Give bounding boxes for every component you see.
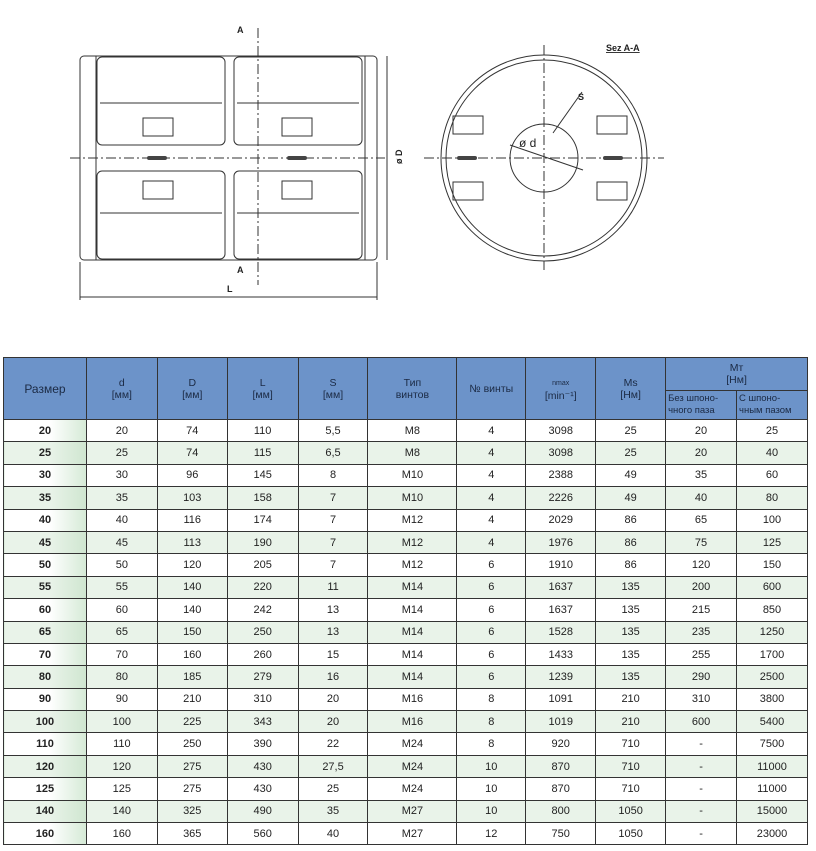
- cell-D: 275: [157, 755, 227, 777]
- cell-S: 7: [298, 509, 368, 531]
- cell-nmax: 2388: [526, 464, 596, 486]
- cell-screw-type: M8: [368, 442, 457, 464]
- cell-nmax: 1976: [526, 531, 596, 553]
- cell-size: 110: [4, 733, 87, 755]
- table-row: [4, 621, 808, 643]
- cell-Ms: 210: [596, 688, 666, 710]
- table-row: [4, 711, 808, 733]
- cell-L: 260: [227, 643, 298, 665]
- cell-screw-type: M12: [368, 554, 457, 576]
- cell-screw-type: M24: [368, 755, 457, 777]
- cell-mt-with-key: 1250: [737, 621, 808, 643]
- cell-L: 158: [227, 487, 298, 509]
- table-row: [4, 599, 808, 621]
- cell-D: 116: [157, 509, 227, 531]
- cell-Ms: 135: [596, 666, 666, 688]
- cell-screws-count: 4: [457, 509, 526, 531]
- cell-Ms: 135: [596, 599, 666, 621]
- cell-Ms: 135: [596, 621, 666, 643]
- cell-L: 390: [227, 733, 298, 755]
- cell-mt-no-key: 215: [666, 599, 737, 621]
- cell-L: 310: [227, 688, 298, 710]
- cell-d: 35: [86, 487, 157, 509]
- cell-L: 430: [227, 778, 298, 800]
- cell-nmax: 870: [526, 778, 596, 800]
- cell-S: 7: [298, 531, 368, 553]
- cell-D: 365: [157, 823, 227, 845]
- cell-screw-type: M16: [368, 711, 457, 733]
- table-row: [4, 576, 808, 598]
- cell-screw-type: M14: [368, 599, 457, 621]
- cell-screws-count: 8: [457, 711, 526, 733]
- cell-screw-type: M27: [368, 823, 457, 845]
- cell-d: 50: [86, 554, 157, 576]
- table-row: [4, 688, 808, 710]
- cell-d: 55: [86, 576, 157, 598]
- cell-mt-with-key: 3800: [737, 688, 808, 710]
- cell-screw-type: M27: [368, 800, 457, 822]
- cell-S: 35: [298, 800, 368, 822]
- table-row: [4, 800, 808, 822]
- cell-Ms: 86: [596, 531, 666, 553]
- cell-size: 140: [4, 800, 87, 822]
- cell-d: 20: [86, 420, 157, 442]
- cell-nmax: 3098: [526, 420, 596, 442]
- cell-L: 115: [227, 442, 298, 464]
- cell-D: 103: [157, 487, 227, 509]
- dim-L-label: L: [227, 284, 233, 294]
- cell-D: 160: [157, 643, 227, 665]
- cell-screws-count: 6: [457, 599, 526, 621]
- cell-D: 275: [157, 778, 227, 800]
- header-L: L [мм]: [227, 358, 298, 420]
- cell-screw-type: M14: [368, 666, 457, 688]
- cell-S: 20: [298, 688, 368, 710]
- cell-L: 343: [227, 711, 298, 733]
- cell-S: 27,5: [298, 755, 368, 777]
- cell-screws-count: 10: [457, 800, 526, 822]
- cell-Ms: 25: [596, 442, 666, 464]
- cell-size: 20: [4, 420, 87, 442]
- header-screw-type: Тип винтов: [368, 358, 457, 420]
- cell-screws-count: 4: [457, 487, 526, 509]
- cell-mt-no-key: 40: [666, 487, 737, 509]
- header-S: S [мм]: [298, 358, 368, 420]
- cell-Ms: 135: [596, 643, 666, 665]
- cell-nmax: 750: [526, 823, 596, 845]
- cell-mt-with-key: 11000: [737, 778, 808, 800]
- cell-nmax: 1637: [526, 576, 596, 598]
- cell-mt-no-key: -: [666, 823, 737, 845]
- cell-size: 90: [4, 688, 87, 710]
- cell-S: 8: [298, 464, 368, 486]
- cell-mt-no-key: 20: [666, 420, 737, 442]
- cell-d: 25: [86, 442, 157, 464]
- cell-d: 110: [86, 733, 157, 755]
- cell-L: 205: [227, 554, 298, 576]
- cell-d: 70: [86, 643, 157, 665]
- header-screws-count: № винты: [457, 358, 526, 420]
- cell-mt-with-key: 23000: [737, 823, 808, 845]
- cell-Ms: 710: [596, 778, 666, 800]
- cell-S: 7: [298, 487, 368, 509]
- cell-mt-no-key: 65: [666, 509, 737, 531]
- cell-screw-type: M14: [368, 576, 457, 598]
- cell-D: 185: [157, 666, 227, 688]
- cell-L: 560: [227, 823, 298, 845]
- cell-screw-type: M24: [368, 778, 457, 800]
- cell-size: 50: [4, 554, 87, 576]
- cell-S: 6,5: [298, 442, 368, 464]
- cell-mt-no-key: 290: [666, 666, 737, 688]
- cell-mt-no-key: -: [666, 733, 737, 755]
- dim-d-label: ø d: [519, 136, 537, 150]
- header-mt-no-key: Без шпоно- чного паза: [666, 391, 737, 420]
- cell-L: 430: [227, 755, 298, 777]
- cell-d: 160: [86, 823, 157, 845]
- cell-L: 110: [227, 420, 298, 442]
- cell-screws-count: 4: [457, 464, 526, 486]
- cell-screws-count: 10: [457, 755, 526, 777]
- cell-d: 125: [86, 778, 157, 800]
- cell-mt-no-key: 310: [666, 688, 737, 710]
- cell-d: 140: [86, 800, 157, 822]
- cell-nmax: 1019: [526, 711, 596, 733]
- cell-L: 174: [227, 509, 298, 531]
- cell-mt-with-key: 7500: [737, 733, 808, 755]
- cell-screw-type: M10: [368, 487, 457, 509]
- cell-screw-type: M8: [368, 420, 457, 442]
- cell-D: 150: [157, 621, 227, 643]
- cell-screws-count: 12: [457, 823, 526, 845]
- cell-d: 60: [86, 599, 157, 621]
- table-row: [4, 442, 808, 464]
- cell-nmax: 1637: [526, 599, 596, 621]
- cell-D: 225: [157, 711, 227, 733]
- cell-D: 74: [157, 420, 227, 442]
- cell-Ms: 49: [596, 487, 666, 509]
- cell-mt-no-key: -: [666, 755, 737, 777]
- cell-screw-type: M14: [368, 621, 457, 643]
- cell-L: 490: [227, 800, 298, 822]
- cell-nmax: 870: [526, 755, 596, 777]
- cell-screws-count: 8: [457, 733, 526, 755]
- section-label: Sez A-A: [606, 43, 640, 53]
- cell-S: 13: [298, 599, 368, 621]
- table-row: [4, 464, 808, 486]
- dim-S-label: S: [578, 92, 585, 102]
- cell-L: 190: [227, 531, 298, 553]
- cell-mt-no-key: 35: [666, 464, 737, 486]
- coupling-specs-table: [3, 357, 808, 845]
- table-row: [4, 643, 808, 665]
- cell-nmax: 1239: [526, 666, 596, 688]
- cell-size: 125: [4, 778, 87, 800]
- table-row: [4, 531, 808, 553]
- cell-mt-with-key: 5400: [737, 711, 808, 733]
- cell-S: 5,5: [298, 420, 368, 442]
- cell-Ms: 86: [596, 554, 666, 576]
- cell-screw-type: M10: [368, 464, 457, 486]
- cell-Ms: 710: [596, 755, 666, 777]
- cell-screw-type: M14: [368, 643, 457, 665]
- cell-mt-no-key: -: [666, 800, 737, 822]
- cell-Ms: 25: [596, 420, 666, 442]
- cell-D: 113: [157, 531, 227, 553]
- cell-screws-count: 10: [457, 778, 526, 800]
- cell-D: 74: [157, 442, 227, 464]
- cell-mt-no-key: 120: [666, 554, 737, 576]
- cell-size: 70: [4, 643, 87, 665]
- cell-mt-no-key: 255: [666, 643, 737, 665]
- cell-size: 100: [4, 711, 87, 733]
- cell-mt-with-key: 15000: [737, 800, 808, 822]
- cell-screw-type: M12: [368, 531, 457, 553]
- cell-d: 30: [86, 464, 157, 486]
- cell-S: 16: [298, 666, 368, 688]
- cell-size: 55: [4, 576, 87, 598]
- header-Ms: Ms [Нм]: [596, 358, 666, 420]
- cell-S: 22: [298, 733, 368, 755]
- cell-Ms: 210: [596, 711, 666, 733]
- cell-Ms: 86: [596, 509, 666, 531]
- cell-mt-with-key: 2500: [737, 666, 808, 688]
- cell-screw-type: M12: [368, 509, 457, 531]
- cell-Ms: 710: [596, 733, 666, 755]
- header-mt-with-key: С шпоно- чным пазом: [737, 391, 808, 420]
- cell-size: 160: [4, 823, 87, 845]
- cell-mt-no-key: 235: [666, 621, 737, 643]
- cell-nmax: 1433: [526, 643, 596, 665]
- cell-mt-with-key: 100: [737, 509, 808, 531]
- cell-d: 80: [86, 666, 157, 688]
- cell-mt-with-key: 125: [737, 531, 808, 553]
- cell-mt-no-key: 20: [666, 442, 737, 464]
- cell-Ms: 135: [596, 576, 666, 598]
- cell-size: 40: [4, 509, 87, 531]
- table-row: [4, 733, 808, 755]
- cell-D: 325: [157, 800, 227, 822]
- section-marker-top: A: [237, 25, 244, 35]
- cell-screws-count: 4: [457, 531, 526, 553]
- cell-D: 140: [157, 599, 227, 621]
- cell-L: 279: [227, 666, 298, 688]
- dim-D-label: ø D: [394, 149, 404, 164]
- cell-d: 100: [86, 711, 157, 733]
- cell-nmax: 1528: [526, 621, 596, 643]
- cell-Ms: 1050: [596, 800, 666, 822]
- cell-mt-no-key: 600: [666, 711, 737, 733]
- cell-mt-with-key: 600: [737, 576, 808, 598]
- table-row: [4, 554, 808, 576]
- cell-screws-count: 6: [457, 576, 526, 598]
- cell-screws-count: 6: [457, 666, 526, 688]
- cell-mt-with-key: 80: [737, 487, 808, 509]
- cell-d: 120: [86, 755, 157, 777]
- cell-S: 11: [298, 576, 368, 598]
- cell-size: 65: [4, 621, 87, 643]
- header-nmax: nmax [min⁻¹]: [526, 358, 596, 420]
- coupling-technical-drawing: [0, 0, 816, 330]
- cell-mt-no-key: 75: [666, 531, 737, 553]
- cell-mt-with-key: 1700: [737, 643, 808, 665]
- cell-mt-with-key: 150: [737, 554, 808, 576]
- cell-D: 96: [157, 464, 227, 486]
- header-D: D [мм]: [157, 358, 227, 420]
- cell-screws-count: 6: [457, 643, 526, 665]
- cell-D: 250: [157, 733, 227, 755]
- cell-mt-with-key: 25: [737, 420, 808, 442]
- cell-screw-type: M16: [368, 688, 457, 710]
- cell-mt-no-key: 200: [666, 576, 737, 598]
- cell-D: 120: [157, 554, 227, 576]
- table-row: [4, 487, 808, 509]
- cell-size: 60: [4, 599, 87, 621]
- cell-size: 30: [4, 464, 87, 486]
- cell-size: 45: [4, 531, 87, 553]
- cell-nmax: 3098: [526, 442, 596, 464]
- table-row: [4, 666, 808, 688]
- cell-S: 13: [298, 621, 368, 643]
- cell-size: 25: [4, 442, 87, 464]
- cell-mt-with-key: 11000: [737, 755, 808, 777]
- cell-L: 242: [227, 599, 298, 621]
- cell-D: 210: [157, 688, 227, 710]
- cell-d: 90: [86, 688, 157, 710]
- cell-mt-with-key: 850: [737, 599, 808, 621]
- section-marker-bottom: A: [237, 265, 244, 275]
- cell-mt-no-key: -: [666, 778, 737, 800]
- cell-Ms: 49: [596, 464, 666, 486]
- cell-L: 145: [227, 464, 298, 486]
- cell-L: 220: [227, 576, 298, 598]
- header-Mt: Mт [Нм]: [666, 358, 808, 391]
- cell-d: 45: [86, 531, 157, 553]
- header-d: d [мм]: [86, 358, 157, 420]
- cell-S: 25: [298, 778, 368, 800]
- cell-screw-type: M24: [368, 733, 457, 755]
- table-row: [4, 509, 808, 531]
- cell-size: 80: [4, 666, 87, 688]
- cell-nmax: 800: [526, 800, 596, 822]
- cell-screws-count: 6: [457, 621, 526, 643]
- cell-screws-count: 4: [457, 442, 526, 464]
- cell-nmax: 920: [526, 733, 596, 755]
- cell-screws-count: 8: [457, 688, 526, 710]
- cell-nmax: 2029: [526, 509, 596, 531]
- cell-nmax: 1910: [526, 554, 596, 576]
- table-row: [4, 755, 808, 777]
- cell-size: 120: [4, 755, 87, 777]
- cell-S: 7: [298, 554, 368, 576]
- cell-nmax: 2226: [526, 487, 596, 509]
- cell-nmax: 1091: [526, 688, 596, 710]
- cell-screws-count: 4: [457, 420, 526, 442]
- cell-d: 40: [86, 509, 157, 531]
- cell-screws-count: 6: [457, 554, 526, 576]
- cell-L: 250: [227, 621, 298, 643]
- cell-size: 35: [4, 487, 87, 509]
- cell-mt-with-key: 40: [737, 442, 808, 464]
- cell-mt-with-key: 60: [737, 464, 808, 486]
- table-row: [4, 778, 808, 800]
- cell-S: 40: [298, 823, 368, 845]
- header-size: Размер: [4, 358, 87, 420]
- cell-d: 65: [86, 621, 157, 643]
- cell-S: 15: [298, 643, 368, 665]
- cell-D: 140: [157, 576, 227, 598]
- cell-S: 20: [298, 711, 368, 733]
- table-row: [4, 823, 808, 845]
- cell-Ms: 1050: [596, 823, 666, 845]
- table-row: [4, 420, 808, 442]
